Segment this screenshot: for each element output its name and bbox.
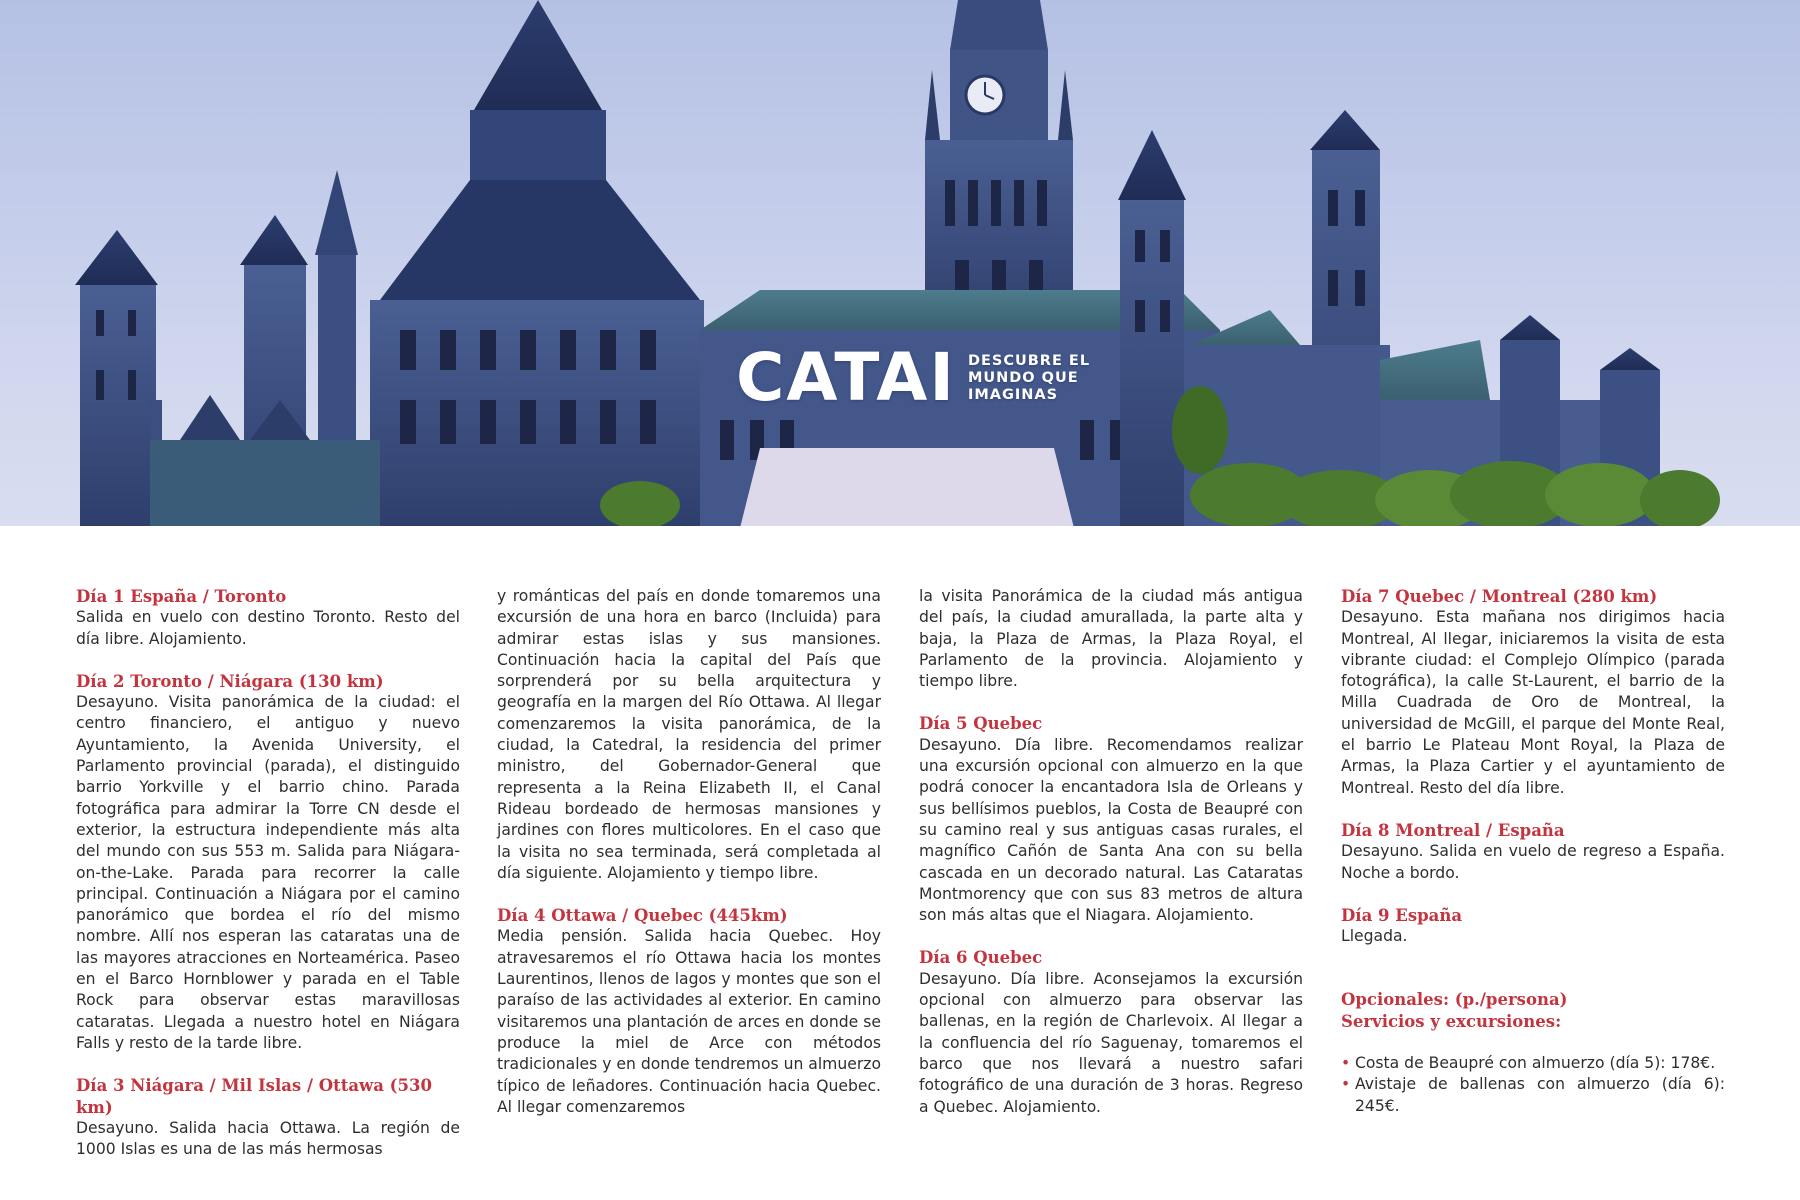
day-2 <box>76 671 460 1054</box>
day-9-title: Día 9 España <box>1341 905 1463 925</box>
day-1 <box>76 586 460 650</box>
itinerary-column-4 <box>1341 586 1725 1117</box>
catai-logo <box>736 339 1091 416</box>
left-tower <box>75 230 162 526</box>
day-6 <box>919 947 1303 1117</box>
day-3-text: Desayuno. Salida hacia Ottawa. La región de 1000 Islas es una de las más hermosas <box>76 1118 460 1159</box>
tagline-line-1: DESCUBRE EL <box>967 352 1091 369</box>
day-4-text: Media pensión. Salida hacia Quebec. Hoy atravesaremos el río Ottawa hacia los montes Laurentinos, llenos de lagos y montes que son el paraíso de las actividades al exterior. En camino visitaremos una plantación de arces en donde se produce la miel de Arce con métodos tradicionales y en donde tendremos un almuerzo típico de leñadores. Continuación hacia Quebec. Al llegar comenzaremos <box>497 927 881 1116</box>
day-3-title: Día 3 Niágara / Mil Islas / Ottawa (530 km) <box>76 1076 432 1117</box>
day-2-text: Desayuno. Visita panorámica de la ciudad: el centro financiero, el antiguo y nuevo Ayuntamiento, la Avenida University, el Parlamento provincial (parada), el distinguido barrio Yorkville y el barrio chino. Parada fotográfica para admirar la Torre CN desde el exterior, la estructura independiente más alta del mundo con sus 553 m. Salida para Niágara-on-the-Lake. Parada para recorrer la calle principal. Continuación a Niágara por el camino panorámico que bordea el río del mismo nombre. Allí nos esperan las cataratas una de las mayores atracciones en Norteamérica. Paseo en el Barco Hornblower y parada en el Table Rock para observar estas maravillosas cataratas. Llegada a nuestro hotel en Niágara Falls y resto de la tarde libre. <box>76 693 460 1052</box>
optional-item-text: Avistaje de ballenas con almuerzo (día 6): 245€. <box>1355 1075 1725 1115</box>
day-4 <box>497 905 881 1118</box>
itinerary-column-1 <box>76 586 460 1181</box>
day-6-title: Día 6 Quebec <box>919 948 1043 968</box>
optionals-title: Opcionales: (p./persona) <box>1341 990 1568 1010</box>
day-4-title: Día 4 Ottawa / Quebec (445km) <box>497 906 788 926</box>
parliament-illustration <box>0 0 1800 526</box>
brand-tagline <box>968 353 1090 404</box>
itinerary-column-2 <box>497 586 881 1139</box>
bullet-icon: • <box>1341 1054 1351 1073</box>
optionals-list <box>1341 1053 1725 1117</box>
day-1-title: Día 1 España / Toronto <box>76 587 287 606</box>
day-7 <box>1341 586 1725 799</box>
day-7-text: Desayuno. Esta mañana nos dirigimos hacia Montreal, Al llegar, iniciaremos la visita de esta vibrante ciudad: el Complejo Olímpico (parada fotográfica), la calle St-Laurent, el barrio de la Milla Cuadrada de Oro de Montreal, la universidad de McGill, el parque del Monte Real, el barrio Le Plateau Mont Royal, la Plaza de Armas, la Plaza Cartier y el ayuntamiento de Montreal. Resto del día libre. <box>1341 608 1725 797</box>
hero-banner <box>0 0 1800 526</box>
day-4-continuation: la visita Panorámica de la ciudad más antigua del país, la ciudad amurallada, la parte alta y baja, la Plaza de Armas, la Plaza Royal, el Parlamento de la provincia. Alojamiento y tiempo libre. <box>919 587 1303 691</box>
day-5-text: Desayuno. Día libre. Recomendamos realizar una excursión opcional con almuerzo en la que podrá conocer la encantadora Isla de Orleans y sus bellísimos pueblos, la Costa de Beaupré con su camino real y sus antiguas casas rurales, el magnífico Cañón de Santa Ana con su bella cascada en un decorado natural. Las Cataratas Montmorency que con sus 83 metros de altura son más altas que el Niagara. Alojamiento. <box>919 735 1303 925</box>
day-8-text: Desayuno. Salida en vuelo de regreso a España. Noche a bordo. <box>1341 842 1725 882</box>
tagline-line-2: MUNDO QUE <box>967 369 1079 386</box>
day-1-text: Salida en vuelo con destino Toronto. Resto del día libre. Alojamiento. <box>76 608 460 648</box>
hero-tab-decoration <box>740 448 1074 526</box>
optional-item <box>1341 1053 1725 1074</box>
day-8-title: Día 8 Montreal / España <box>1341 820 1565 840</box>
day-6-text: Desayuno. Día libre. Aconsejamos la excursión opcional con almuerzo para observar las ballenas, en la región de Charlevoix. Al llegar a la confluencia del río Saguenay, tomaremos el barco que nos llevará a nuestro safari fotográfico de una duración de 3 horas. Regreso a Quebec. Alojamiento. <box>919 969 1303 1116</box>
library-of-parliament <box>150 0 704 526</box>
day-7-title: Día 7 Quebec / Montreal (280 km) <box>1341 587 1658 606</box>
day-8 <box>1341 820 1725 884</box>
optionals-section <box>1341 989 1725 1116</box>
day-9 <box>1341 905 1725 948</box>
day-9-text: Llegada. <box>1341 927 1408 946</box>
optionals-subtitle: Servicios y excursiones: <box>1341 1011 1562 1031</box>
itinerary-column-3 <box>919 586 1303 1139</box>
tagline-line-3: IMAGINAS <box>967 386 1059 403</box>
day-5 <box>919 713 1303 926</box>
peace-tower <box>925 0 1073 330</box>
day-2-title: Día 2 Toronto / Niágara (130 km) <box>76 671 384 691</box>
optional-item-text: Costa de Beaupré con almuerzo (día 5): 178€. <box>1355 1054 1716 1073</box>
day-5-title: Día 5 Quebec <box>919 714 1043 734</box>
brand-name: CATAI <box>736 339 956 416</box>
day-3 <box>76 1075 460 1160</box>
day-3-continuation: y románticas del país en donde tomaremos una excursión de una hora en barco (Incluida) para admirar estas islas y sus mansiones. Continuación hacia la capital del País que sorprenderá por su bella arquitectura y geografía en la margen del Río Ottawa. Al llegar comenzaremos la visita panorámica, de la ciudad, la Catedral, la residencia del primer ministro, del Gobernador-General que representa a la Reina Elizabeth II, el Canal Rideau bordeado de hermosas mansiones y jardines con flores multicolores. En el caso que la visita no sea terminada, será completada al día siguiente. Alojamiento y tiempo libre. <box>497 587 881 882</box>
optional-item <box>1341 1074 1725 1117</box>
bullet-icon: • <box>1341 1075 1351 1094</box>
